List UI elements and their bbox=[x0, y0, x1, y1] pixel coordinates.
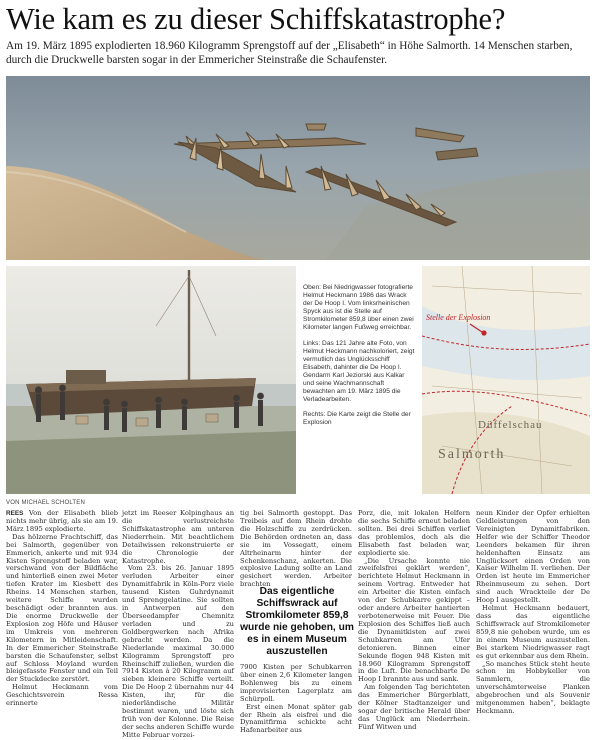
article-column-4 bbox=[358, 509, 470, 731]
byline: VON MICHAEL SCHOLTEN bbox=[6, 500, 86, 506]
map-label-schau: Düffelschau bbox=[478, 419, 543, 431]
article-col2-p1: jetzt im Reeser Kolpinghaus an die verlustreichste Schiffskatastrophe am unteren Niederrhein. Mit beachtlichem Detailwissen rekonstruierte er die Chronologie der Katastrophe. bbox=[122, 509, 234, 565]
photo-caption bbox=[303, 284, 415, 435]
article-column-1 bbox=[6, 510, 118, 706]
article-col5-p1: neun Kinder der Opfer erhielten Geldleistungen von den Vereinigten Dynamitfabriken. Helfer wie der Schiffer Theodor Leenders bekamen für ihren heldenhaften Einsatz am Unglücksort einen Orden von Kaiser Wilhelm II. verliehen. Der Orden ist heute im Emmericher Rheinmuseum zu sehen. Dort sind auch Wrackteile der De Hoop I ausgestellt. bbox=[476, 509, 590, 605]
article-col3-p3: Erst einen Monat später gab der Rhein als eisfrei und die Dynamitfirma schickte acht Hafenarbeiter aus bbox=[240, 702, 352, 735]
lead-paragraph: Am 19. März 1895 explodierten 18.960 Kilogramm Sprengstoff auf der „Elisabeth“ in Höhe Salmorth. 14 Menschen starben, durch die Druckwelle barsten sogar in der Emmericher Steinstraße die Schaufenster. bbox=[6, 40, 573, 67]
wreck-photo bbox=[6, 76, 590, 260]
article-col1-p3: Helmut Heckmann vom Geschichtsverein Ressa erinnerte bbox=[6, 683, 118, 708]
article-col5-p3: „So manches Stück steht heute schon im Hobbykeller von Sammlern, die unverschämterweise Planken abgebrochen und als Souvenir mitgenommen haben“, beklagte Heckmann. bbox=[476, 659, 590, 716]
article-col4-p3: Am folgenden Tag berichteten das Emmericher Bürgerblatt, der Kölner Stadtanzeiger und sogar der britische Herald über das Unglück am Niederrhein. Fünf Witwen und bbox=[358, 683, 470, 731]
article-col1-p1: REES Von der Elisabeth blieb nichts mehr übrig, als sie am 19. März 1895 explodierte. bbox=[6, 509, 118, 533]
article-col4-p2: „Die Ursache konnte nie zweifelsfrei geklärt werden“, berichtete Helmut Heckmann in seinem Vortrag. Entweder hat ein Arbeiter die Kisten einfach von der Schubkarre gekippt – oder andere Arbeiter hantierten verbotenerweise mit Feuer. Die Explosion des Schiffes ließ auch die Dynamitkisten auf zwei Schubkarren am Ufer detonieren. Binnen einer Sekunde flogen 948 Kisten mit 18.960 Kilogramm Sprengstoff in die Luft. Die benachbarte De Hoop I brannte aus und sank. bbox=[358, 556, 470, 684]
article-col4-p1: Porz, die, mit lokalen Helfern die sechs Schiffe erneut beladen sollten. Bei drei Schiffen verlief das problemlos, doch als die Elisabeth fast beladen war, explodierte sie. bbox=[358, 509, 470, 557]
historic-ship-photo bbox=[6, 266, 296, 494]
article-col2-p2: Vom 23. bis 26. Januar 1895 verluden Arbeiter einer Dynamitfabrik in Köln-Porz viele tausend Kisten Guhrdynamit und Sprenggelatine. Sie sollten in Antwerpen auf den Überseedampfer Chemnitz verladen und zu Goldbergwerken nach Afrika gebracht werden. Da die Niederlande maximal 30.000 Kilogramm Sprengstoff pro Rheinschiff zuließen, wurden die 7914 Kisten à 20 Kilogramm auf sieben kleinere Schiffe verteilt. Die De Hoop 2 übernahm nur 44 Kisten, ihr, für die niederländische Militär bestimmt waren, und löste sich früh von der Kolonne. Die Reise der sechs anderen Schiffe wurde Mitte Februar vorzei- bbox=[122, 564, 234, 739]
caption-right: Rechts: Die Karte zeigt die Stelle der Explosion bbox=[303, 411, 411, 427]
caption-top: Oben: Bei Niedrigwasser fotografierte Helmut Heckmann 1986 das Wrack der De Hoop I. Vom linksrheinischen Spyck aus ist die Stelle auf Stromkilometer 859,8 über einen zwei Kilometer langen Fußweg erreichbar. bbox=[303, 284, 414, 332]
caption-left: Links: Das 121 Jahre alte Foto, von Helmut Heckmann nachkoloriert, zeigt vermutlich das Unglücksschiff Elisabeth, dahinter die De Hoop I. Gendarm Karl Jeziorski aus Kalkar und seine Wachmannschaft bewachten am 19. März 1895 die Verladearbeiten. bbox=[303, 339, 415, 404]
map-explosion-label: Stelle der Explosion bbox=[426, 313, 491, 322]
explosion-map bbox=[422, 266, 590, 494]
dateline: REES bbox=[6, 510, 24, 517]
article-column-2 bbox=[122, 509, 234, 739]
pull-quote: Das eigentliche Schiffswrack auf Stromkilometer 859,8 wurde nie gehoben, um es in einem Museum auszustellen bbox=[240, 586, 354, 658]
article-col3-p2: 7900 Kisten per Schubkarren über einen 2,6 Kilometer langen Bohlenweg bis zu einem improvisierten Lagerplatz am Schürpoll. bbox=[240, 663, 352, 703]
map-label-salmorth: Salmorth bbox=[438, 447, 506, 462]
article-column-3-top bbox=[240, 510, 352, 590]
article-column-3-bottom bbox=[240, 663, 352, 735]
article-col1-p2: Das hölzerne Frachtschiff, das bei Salmorth, gegenüber von Emmerich, ankerte und mit 934 Kisten Sprengstoff beladen war, verschwand von der Bildfläche und hinterließ einen zwei Meter tiefen Krater im Kiesbett des Rheins. 14 Menschen starben, weitere Schiffe wurden beschädigt oder brannten aus. Die enorme Druckwelle der Explosion zog Höfe und Häuser im Umkreis von mehreren Kilometern in Mitleidenschaft. In der Emmericher Steinstraße barsten die Schaufenster, selbst auf Schloss Moyland wurden bleigefasste Fenster und ein Teil der Stuckdecke zerstört. bbox=[6, 532, 118, 684]
article-col5-p2: Helmut Heckmann bedauert, dass das eigentliche Schiffswrack auf Stromkilometer 859,8 nie gehoben wurde, um es in einem Museum auszustellen. Bei starkem Niedrigwasser ragt es gut erkennbar aus dem Rhein. bbox=[476, 604, 590, 660]
article-col3-p1: tig bei Salmorth gestoppt. Das Treibeis auf dem Rhein drohte die Holzschiffe zu zerdrücken. Die Behörden ordneten an, dass sie im Vossegatt, einem Altrheinarm hinter der Schenkenschanz, ankerten. Die explosive Ladung sollte an Land gesichert werden. Arbeiter brachten bbox=[240, 509, 352, 589]
article-column-5 bbox=[476, 509, 590, 716]
headline: Wie kam es zu dieser Schiffskatastrophe? bbox=[6, 2, 506, 36]
